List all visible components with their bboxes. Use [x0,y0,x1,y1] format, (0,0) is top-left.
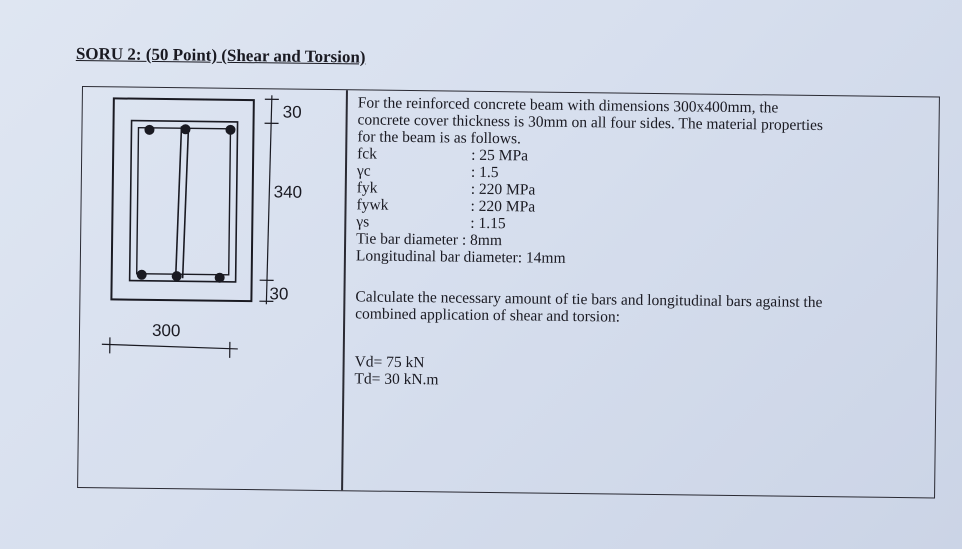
property-value: : 1.15 [470,214,506,233]
property-name: fck [357,145,378,163]
task-line-1: Calculate the necessary amount of tie bars and longitudinal bars against the [355,288,823,312]
horizontal-dimension-line [102,344,238,349]
rebar-bottom-middle [172,271,182,281]
dim-label-middle: 340 [273,182,303,202]
dim-label-bottom: 30 [269,284,289,304]
load-shear: Vd= 75 kN [354,353,425,372]
longitudinal-bar-diameter: Longitudinal bar diameter: 14mm [355,247,566,267]
rebar-bottom-left [137,270,147,280]
load-torsion: Td= 30 kN.m [354,370,439,389]
question-header: SORU 2: (50 Point) (Shear and Torsion) [75,44,366,67]
intro-line-2: concrete cover thickness is 30mm on all four sides. The material properties [357,111,824,135]
vertical-dimension-line [266,95,272,304]
property-name: fywk [356,196,389,214]
intro-line-3: for the beam is as follows. [357,128,522,148]
problem-text [354,94,928,394]
middle-bar-line-right [183,126,189,278]
rebar-top-left [144,125,154,135]
dim-label-width: 300 [151,320,181,341]
property-value: : 1.5 [470,163,499,182]
property-name: fyk [356,179,378,197]
tie-bar-diameter: Tie bar diameter : 8mm [356,230,503,250]
property-name: γc [356,162,371,180]
middle-bar-line-left [176,126,182,278]
dim-label-top: 30 [282,102,302,122]
property-name: γs [356,213,370,231]
beam-cross-section-diagram [78,87,345,490]
question-box [77,86,940,498]
rebar-top-right [225,125,235,135]
task-line-2: combined application of shear and torsion: [355,305,621,326]
property-value: : 220 MPa [470,180,536,199]
property-value: : 25 MPa [471,146,529,165]
intro-line-1: For the reinforced concrete beam with dimensions 300x400mm, the [357,94,779,117]
property-value: : 220 MPa [470,197,536,216]
